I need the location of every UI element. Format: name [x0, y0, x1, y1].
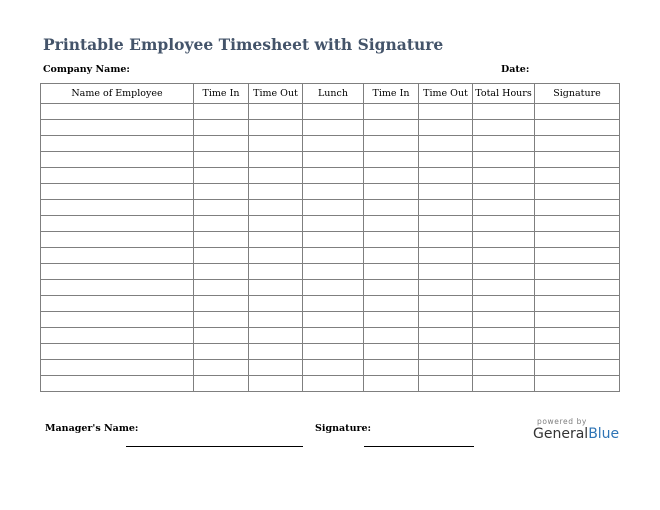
table-cell[interactable]	[364, 376, 419, 392]
table-cell[interactable]	[419, 296, 473, 312]
table-cell[interactable]	[41, 152, 194, 168]
table-cell[interactable]	[535, 168, 620, 184]
table-cell[interactable]	[364, 312, 419, 328]
table-cell[interactable]	[249, 360, 303, 376]
table-cell[interactable]	[473, 136, 535, 152]
table-cell[interactable]	[473, 120, 535, 136]
manager-name-line[interactable]	[126, 446, 303, 447]
header-total-hours: Total Hours	[473, 84, 535, 104]
table-cell[interactable]	[364, 136, 419, 152]
table-cell[interactable]	[41, 168, 194, 184]
table-cell[interactable]	[535, 344, 620, 360]
table-cell[interactable]	[249, 152, 303, 168]
table-cell[interactable]	[249, 184, 303, 200]
table-row	[41, 312, 620, 328]
table-cell[interactable]	[194, 168, 249, 184]
table-cell[interactable]	[473, 232, 535, 248]
table-cell[interactable]	[303, 280, 364, 296]
table-cell[interactable]	[41, 136, 194, 152]
signature-line[interactable]	[364, 446, 474, 447]
table-cell[interactable]	[303, 136, 364, 152]
table-cell[interactable]	[194, 328, 249, 344]
table-cell[interactable]	[249, 232, 303, 248]
company-name-label: Company Name:	[43, 64, 130, 75]
header-time-out-2: Time Out	[419, 84, 473, 104]
table-cell[interactable]	[194, 280, 249, 296]
brand-name-part1: General	[533, 426, 589, 442]
brand-name-part2: Blue	[588, 426, 620, 442]
table-cell[interactable]	[535, 248, 620, 264]
table-cell[interactable]	[364, 248, 419, 264]
table-cell[interactable]	[535, 360, 620, 376]
table-cell[interactable]	[419, 168, 473, 184]
signature-label: Signature:	[315, 423, 372, 434]
table-cell[interactable]	[303, 120, 364, 136]
table-row	[41, 120, 620, 136]
table-cell[interactable]	[473, 184, 535, 200]
table-cell[interactable]	[194, 344, 249, 360]
table-cell[interactable]	[535, 328, 620, 344]
table-cell[interactable]	[419, 376, 473, 392]
table-cell[interactable]	[473, 200, 535, 216]
table-row	[41, 104, 620, 120]
table-cell[interactable]	[41, 376, 194, 392]
table-cell[interactable]	[364, 344, 419, 360]
table-cell[interactable]	[41, 104, 194, 120]
table-cell[interactable]	[303, 296, 364, 312]
table-cell[interactable]	[364, 152, 419, 168]
table-cell[interactable]	[473, 312, 535, 328]
table-cell[interactable]	[364, 328, 419, 344]
table-cell[interactable]	[194, 248, 249, 264]
table-cell[interactable]	[419, 360, 473, 376]
table-cell[interactable]	[194, 200, 249, 216]
table-cell[interactable]	[249, 296, 303, 312]
header-time-out: Time Out	[249, 84, 303, 104]
table-cell[interactable]	[364, 168, 419, 184]
table-cell[interactable]	[364, 280, 419, 296]
table-cell[interactable]	[194, 296, 249, 312]
table-cell[interactable]	[303, 232, 364, 248]
table-row	[41, 200, 620, 216]
page-title: Printable Employee Timesheet with Signature	[43, 35, 444, 54]
table-cell[interactable]	[473, 344, 535, 360]
table-cell[interactable]	[249, 120, 303, 136]
table-cell[interactable]	[249, 216, 303, 232]
table-cell[interactable]	[419, 216, 473, 232]
table-cell[interactable]	[249, 248, 303, 264]
table-cell[interactable]	[303, 152, 364, 168]
table-cell[interactable]	[41, 184, 194, 200]
table-cell[interactable]	[473, 152, 535, 168]
table-cell[interactable]	[194, 264, 249, 280]
table-cell[interactable]	[419, 312, 473, 328]
generalblue-logo	[533, 426, 619, 442]
table-cell[interactable]	[419, 184, 473, 200]
table-cell[interactable]	[419, 344, 473, 360]
table-row	[41, 344, 620, 360]
table-cell[interactable]	[473, 264, 535, 280]
table-cell[interactable]	[535, 152, 620, 168]
table-cell[interactable]	[194, 184, 249, 200]
table-row	[41, 280, 620, 296]
table-cell[interactable]	[535, 264, 620, 280]
table-cell[interactable]	[41, 360, 194, 376]
manager-name-label: Manager's Name:	[45, 423, 139, 434]
table-cell[interactable]	[41, 328, 194, 344]
table-cell[interactable]	[303, 360, 364, 376]
table-cell[interactable]	[364, 120, 419, 136]
table-cell[interactable]	[419, 120, 473, 136]
table-cell[interactable]	[41, 216, 194, 232]
table-cell[interactable]	[364, 184, 419, 200]
table-cell[interactable]	[535, 376, 620, 392]
table-cell[interactable]	[41, 200, 194, 216]
table-cell[interactable]	[535, 296, 620, 312]
table-cell[interactable]	[249, 344, 303, 360]
table-cell[interactable]	[303, 376, 364, 392]
table-cell[interactable]	[535, 280, 620, 296]
table-cell[interactable]	[194, 232, 249, 248]
table-row	[41, 184, 620, 200]
table-cell[interactable]	[303, 344, 364, 360]
table-cell[interactable]	[249, 168, 303, 184]
table-cell[interactable]	[303, 216, 364, 232]
table-cell[interactable]	[535, 104, 620, 120]
table-cell[interactable]	[249, 280, 303, 296]
table-cell[interactable]	[364, 104, 419, 120]
table-cell[interactable]	[535, 216, 620, 232]
table-row	[41, 328, 620, 344]
table-cell[interactable]	[303, 328, 364, 344]
table-row	[41, 376, 620, 392]
table-cell[interactable]	[364, 360, 419, 376]
table-cell[interactable]	[249, 264, 303, 280]
table-cell[interactable]	[535, 312, 620, 328]
table-cell[interactable]	[41, 312, 194, 328]
table-cell[interactable]	[249, 328, 303, 344]
table-cell[interactable]	[249, 136, 303, 152]
table-cell[interactable]	[303, 264, 364, 280]
table-cell[interactable]	[419, 136, 473, 152]
table-cell[interactable]	[303, 248, 364, 264]
table-cell[interactable]	[364, 264, 419, 280]
table-row	[41, 136, 620, 152]
table-cell[interactable]	[473, 168, 535, 184]
table-cell[interactable]	[535, 200, 620, 216]
table-row	[41, 168, 620, 184]
table-cell[interactable]	[419, 200, 473, 216]
powered-by-text: powered by	[537, 417, 587, 426]
table-cell[interactable]	[535, 232, 620, 248]
timesheet-table	[40, 83, 620, 392]
table-cell[interactable]	[41, 264, 194, 280]
table-cell[interactable]	[249, 312, 303, 328]
table-cell[interactable]	[303, 312, 364, 328]
table-cell[interactable]	[41, 280, 194, 296]
table-cell[interactable]	[535, 120, 620, 136]
table-cell[interactable]	[419, 280, 473, 296]
header-lunch: Lunch	[303, 84, 364, 104]
table-cell[interactable]	[419, 232, 473, 248]
table-cell[interactable]	[364, 232, 419, 248]
table-cell[interactable]	[249, 104, 303, 120]
table-cell[interactable]	[364, 296, 419, 312]
table-cell[interactable]	[41, 344, 194, 360]
table-row	[41, 264, 620, 280]
table-cell[interactable]	[41, 248, 194, 264]
table-cell[interactable]	[41, 296, 194, 312]
table-cell[interactable]	[473, 104, 535, 120]
table-cell[interactable]	[194, 136, 249, 152]
table-cell[interactable]	[194, 152, 249, 168]
table-cell[interactable]	[473, 216, 535, 232]
table-cell[interactable]	[194, 360, 249, 376]
table-cell[interactable]	[535, 136, 620, 152]
table-cell[interactable]	[535, 184, 620, 200]
table-cell[interactable]	[473, 280, 535, 296]
table-row	[41, 232, 620, 248]
table-cell[interactable]	[194, 104, 249, 120]
table-cell[interactable]	[194, 120, 249, 136]
table-cell[interactable]	[303, 200, 364, 216]
table-cell[interactable]	[41, 232, 194, 248]
table-cell[interactable]	[473, 296, 535, 312]
table-row	[41, 360, 620, 376]
table-cell[interactable]	[364, 200, 419, 216]
table-cell[interactable]	[194, 376, 249, 392]
table-cell[interactable]	[419, 248, 473, 264]
table-row	[41, 296, 620, 312]
table-cell[interactable]	[41, 120, 194, 136]
table-cell[interactable]	[364, 216, 419, 232]
header-row	[41, 84, 620, 104]
table-cell[interactable]	[419, 264, 473, 280]
table-cell[interactable]	[194, 216, 249, 232]
table-cell[interactable]	[249, 376, 303, 392]
header-name-of-employee: Name of Employee	[41, 84, 194, 104]
table-cell[interactable]	[303, 104, 364, 120]
table-cell[interactable]	[249, 200, 303, 216]
header-time-in-2: Time In	[364, 84, 419, 104]
table-cell[interactable]	[303, 168, 364, 184]
date-label: Date:	[501, 64, 530, 75]
table-cell[interactable]	[419, 328, 473, 344]
header-time-in: Time In	[194, 84, 249, 104]
table-cell[interactable]	[303, 184, 364, 200]
table-cell[interactable]	[194, 312, 249, 328]
table-cell[interactable]	[473, 248, 535, 264]
table-cell[interactable]	[473, 328, 535, 344]
table-cell[interactable]	[419, 152, 473, 168]
table-row	[41, 248, 620, 264]
table-cell[interactable]	[473, 376, 535, 392]
header-signature: Signature	[535, 84, 620, 104]
table-row	[41, 152, 620, 168]
table-cell[interactable]	[419, 104, 473, 120]
table-cell[interactable]	[473, 360, 535, 376]
table-row	[41, 216, 620, 232]
